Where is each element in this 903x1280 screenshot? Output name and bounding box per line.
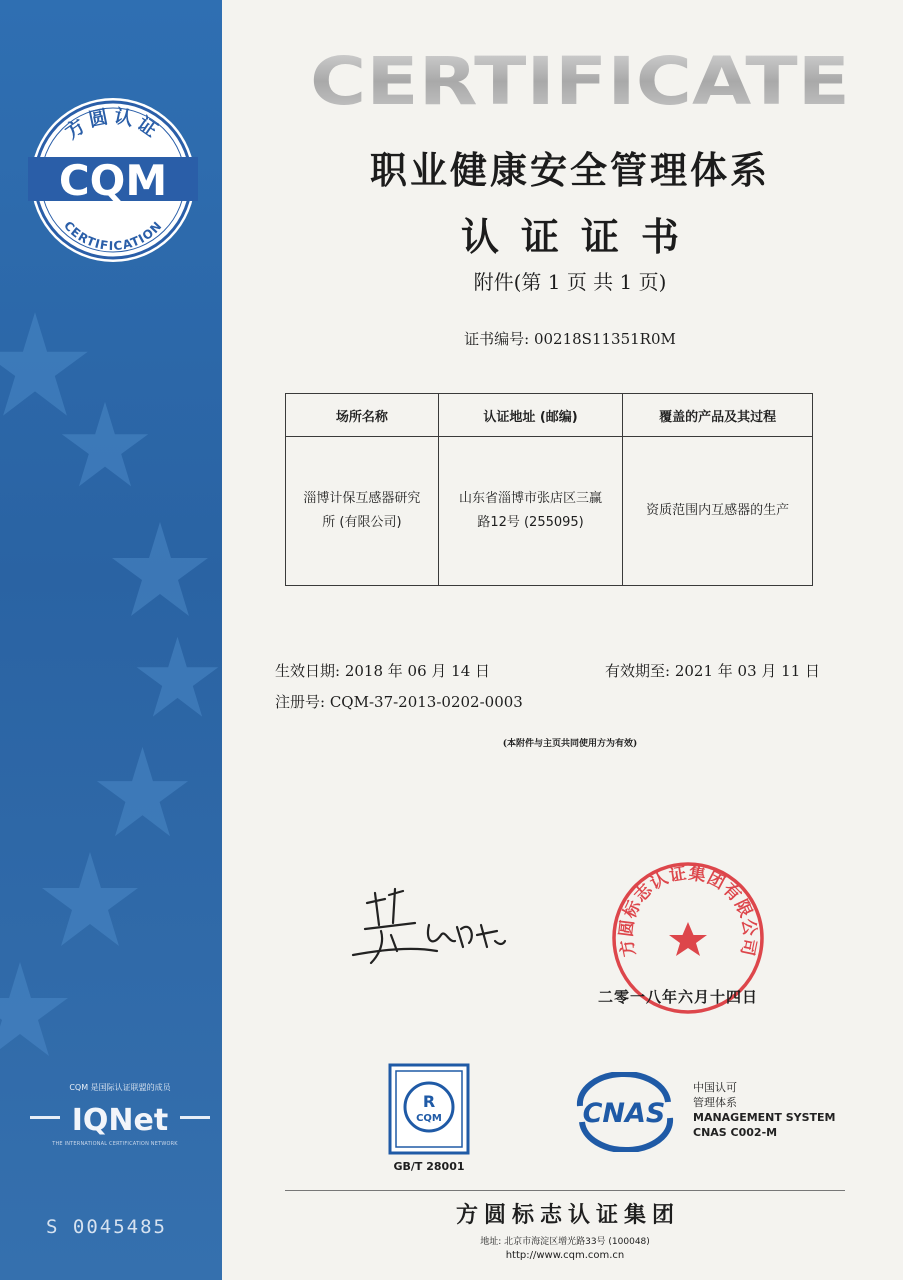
column-header-scope: 覆盖的产品及其过程 <box>623 394 813 437</box>
serial-number: S 0045485 <box>46 1216 167 1238</box>
logo-arc-top-text: 方圆认证 <box>61 105 165 144</box>
table-row <box>286 437 813 586</box>
cnas-logo-text: CNAS <box>582 1098 666 1129</box>
column-header-site: 场所名称 <box>286 394 439 437</box>
rcqm-letter: R <box>422 1092 436 1111</box>
expiry-date: 有效期至: 2021 年 03 月 11 日 <box>605 662 821 680</box>
blue-side-band <box>0 0 222 1280</box>
cnas-line: 中国认可 <box>693 1081 737 1094</box>
issue-date: 二零一八年六月十四日 <box>598 988 759 1006</box>
footer-divider <box>285 1190 845 1191</box>
seal-text: 方圆标志认证集团有限公司 <box>616 863 760 959</box>
rcqm-text: CQM <box>416 1113 442 1124</box>
logo-arc-bottom-text: CERTIFICATION <box>61 218 166 254</box>
certificate-headline <box>300 42 860 112</box>
organization-website: http://www.cqm.com.cn <box>505 1250 625 1261</box>
validity-note: (本附件与主页共同使用方为有效) <box>502 739 638 749</box>
scope-cell: 资质范围内互感器的生产 <box>623 437 813 586</box>
star-icon <box>40 850 140 950</box>
star-icon <box>135 635 220 720</box>
iqnet-logo <box>30 1096 210 1140</box>
logo-letters: CQM <box>58 156 168 205</box>
headline-text: CERTIFICATE <box>310 43 850 112</box>
star-icon <box>95 745 190 840</box>
iqnet-word: IQNet <box>71 1103 169 1138</box>
column-header-address: 认证地址 (邮编) <box>438 394 622 437</box>
cnas-description <box>693 1080 836 1140</box>
seal-star-icon <box>669 922 707 956</box>
iqnet-subtitle: THE INTERNATIONAL CERTIFICATION NETWORK <box>52 1141 178 1147</box>
certificate-number: 证书编号: 00218S11351R0M <box>464 330 676 348</box>
site-name-cell <box>286 437 439 586</box>
site-name-line: 淄博计保互感器研究 <box>303 491 421 506</box>
registration-number: 注册号: CQM-37-2013-0202-0003 <box>275 693 523 711</box>
page-title: 职业健康安全管理体系 <box>370 149 770 192</box>
attachment-page-info: 附件(第 1 页 共 1 页) <box>473 270 667 294</box>
cnas-line: 管理体系 <box>693 1096 737 1109</box>
rcqm-standard-label: GB/T 28001 <box>393 1160 465 1173</box>
scope-table <box>285 393 813 586</box>
address-cell <box>438 437 622 586</box>
address-line: 山东省淄博市张店区三赢 <box>459 491 603 506</box>
organization-address: 地址: 北京市海淀区增光路33号 (100048) <box>480 1237 650 1247</box>
handwritten-signature <box>345 885 515 975</box>
rcqm-accreditation-mark <box>388 1063 470 1155</box>
cnas-line: MANAGEMENT SYSTEM <box>693 1111 836 1124</box>
cqm-certification-logo <box>28 95 198 265</box>
star-icon <box>0 960 70 1060</box>
effective-date: 生效日期: 2018 年 06 月 14 日 <box>275 662 491 680</box>
table-header-row <box>286 394 813 437</box>
star-icon <box>110 520 210 620</box>
cnas-logo <box>568 1072 680 1152</box>
organization-name: 方圆标志认证集团 <box>455 1203 680 1228</box>
page-subtitle: 认证证书 <box>460 215 701 259</box>
cnas-line: CNAS C002-M <box>693 1126 778 1139</box>
ionet-member-caption: CQM 是国际认证联盟的成员 <box>69 1083 171 1092</box>
star-icon <box>60 400 150 490</box>
site-name-line: 所 (有限公司) <box>322 515 402 530</box>
address-line: 路12号 (255095) <box>477 515 584 530</box>
